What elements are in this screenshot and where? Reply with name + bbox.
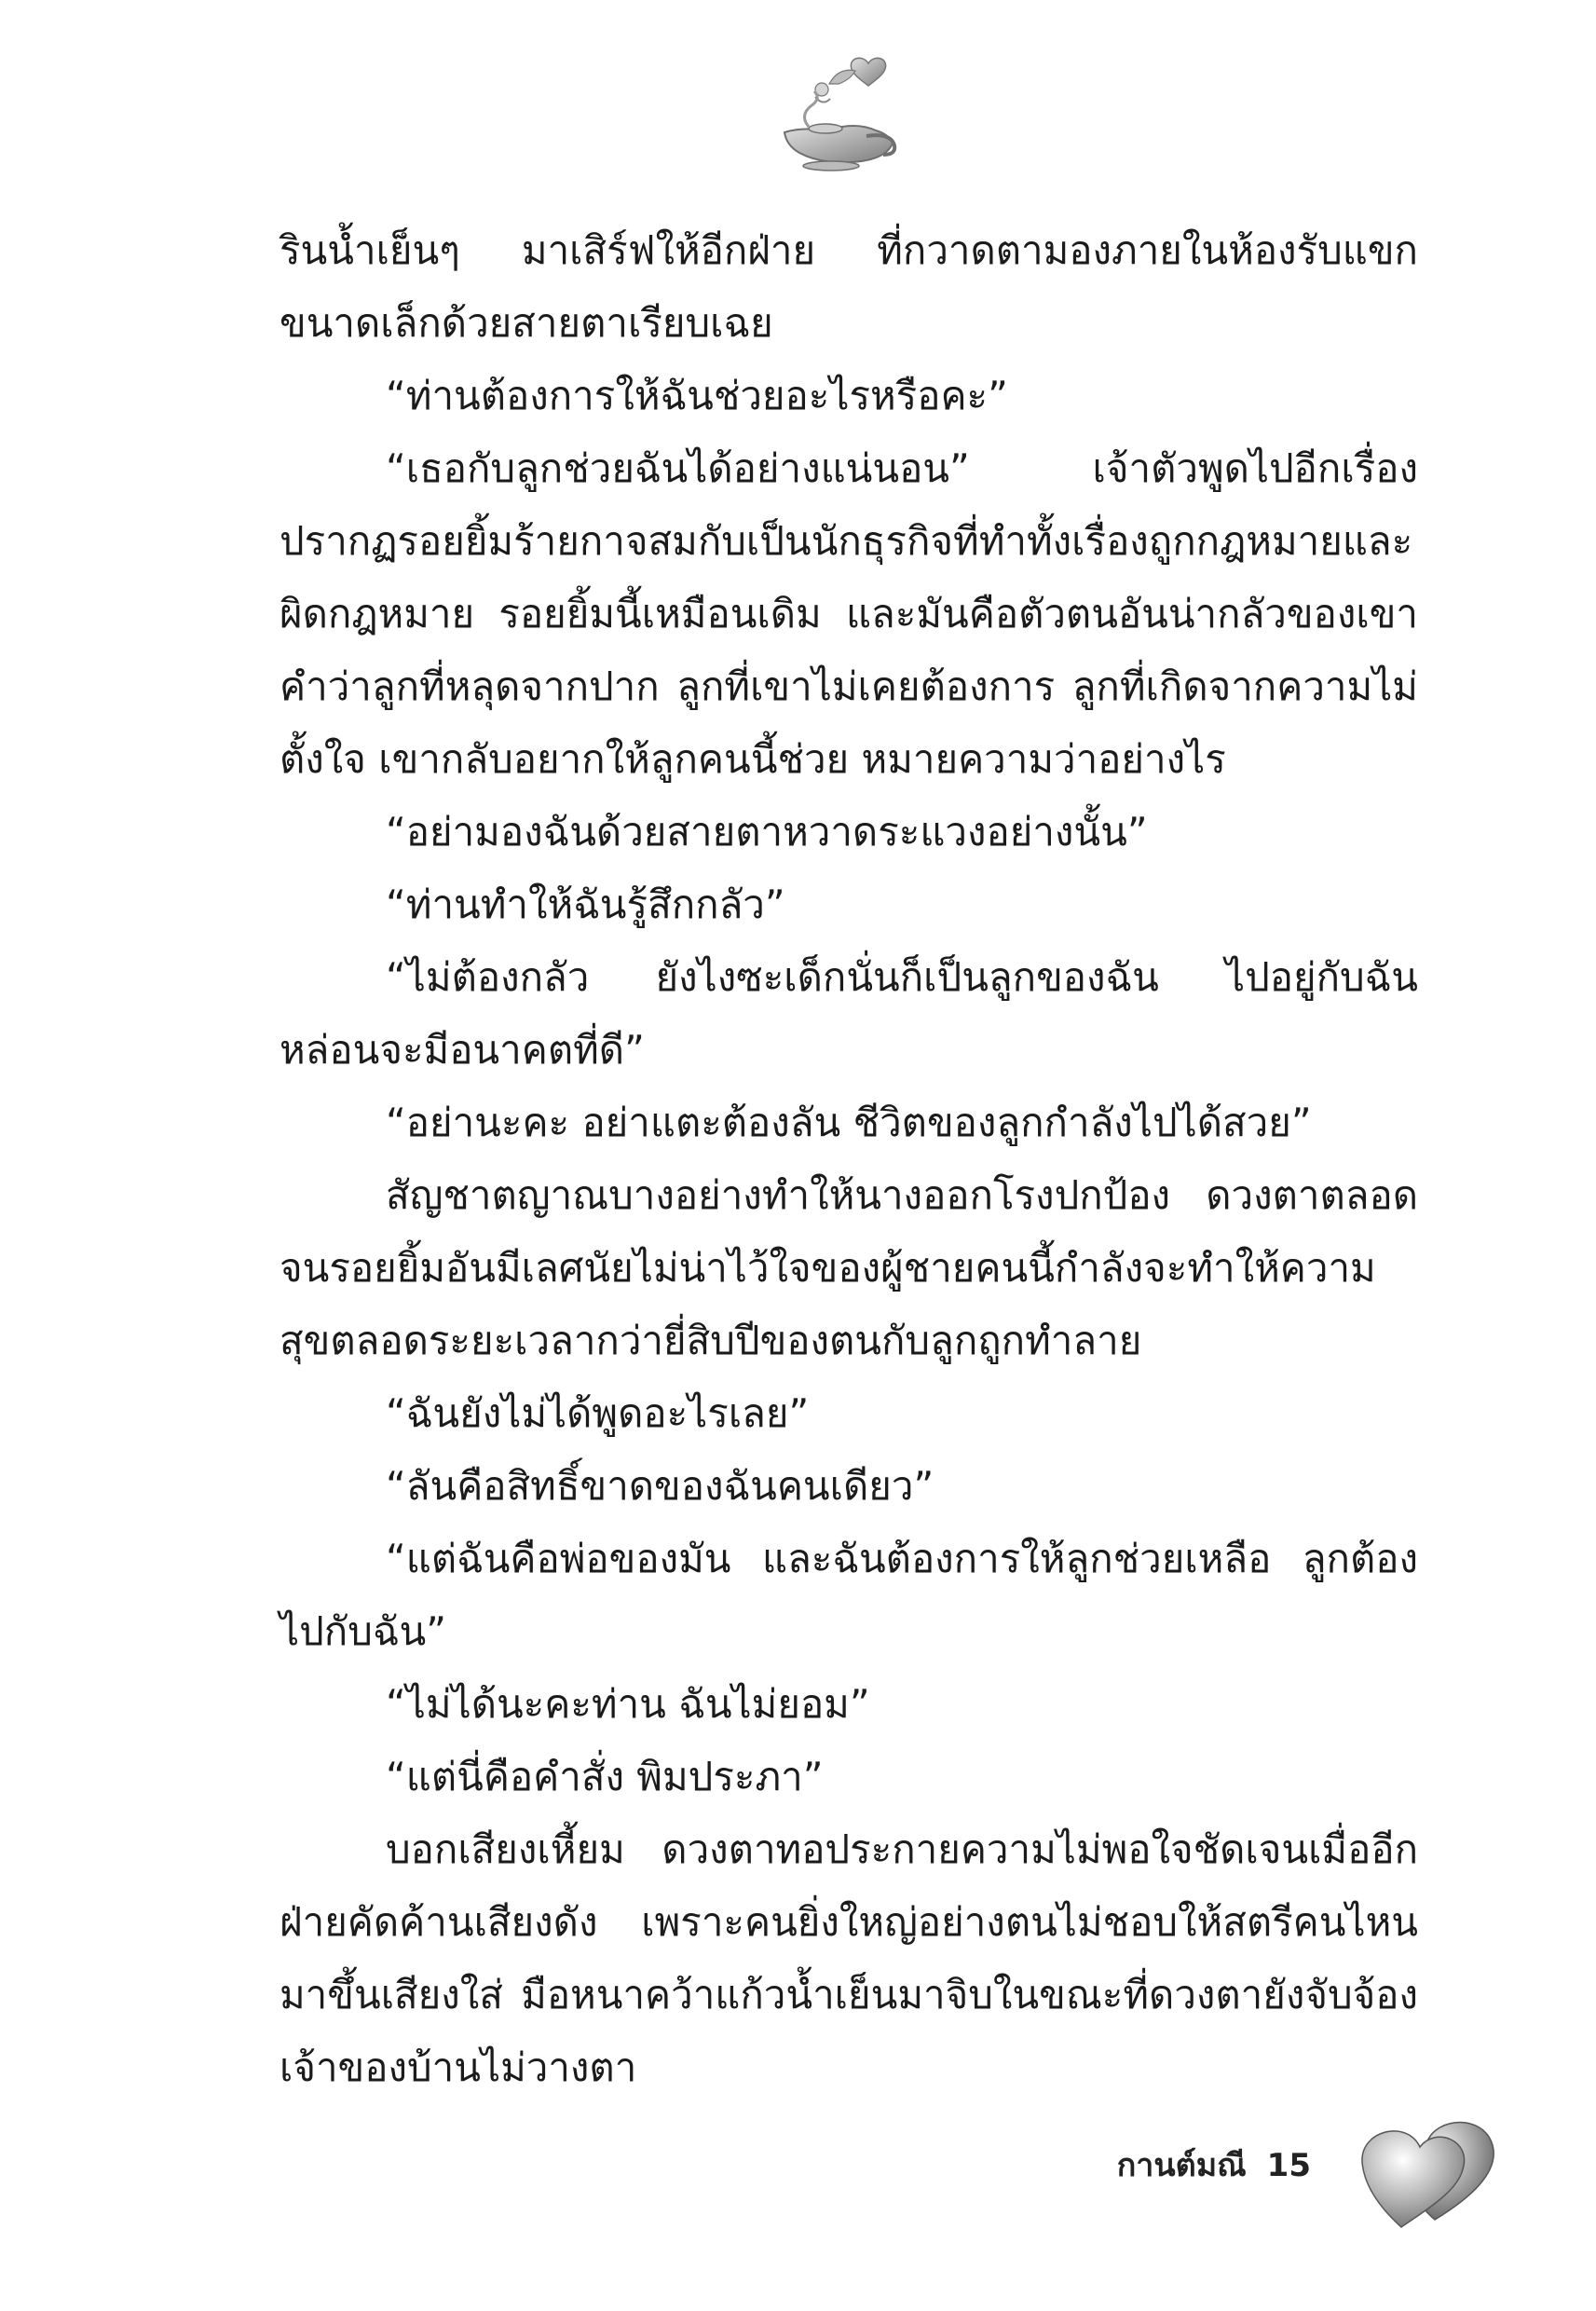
- book-title: กานต์มณี: [1116, 2147, 1247, 2184]
- genie-lamp-icon: [764, 47, 913, 177]
- paragraph: รินน้ำเย็นๆ มาเสิร์ฟให้อีกฝ่าย ที่กวาดตามองภายในห้องรับแขกขนาดเล็กด้วยสายตาเรียบเฉย: [280, 227, 1418, 346]
- hearts-icon: [1349, 2113, 1507, 2236]
- paragraph: “แต่ฉันคือพ่อของมัน และฉันต้องการให้ลูกช่วยเหลือ ลูกต้องไปกับฉัน”: [280, 1536, 1418, 1654]
- paragraph: “ลันคือสิทธิ์ขาดของฉันคนเดียว”: [386, 1463, 934, 1509]
- paragraph: “ท่านต้องการให้ฉันช่วยอะไรหรือคะ”: [386, 373, 1008, 418]
- story-body: [280, 214, 1418, 2104]
- page-number: 15: [1266, 2147, 1311, 2184]
- running-footer: [1117, 2140, 1311, 2190]
- paragraph: สัญชาตญาณบางอย่างทำให้นางออกโรงปกป้อง ดวงตาตลอดจนรอยยิ้มอันมีเลศนัยไม่น่าไว้ใจของผู้ชายคนนี้กำลังจะทำให้ความสุขตลอดระยะเวลากว่ายี่สิบปีของตนกับลูกถูกทำลาย: [280, 1172, 1418, 1363]
- paragraph: “ไม่ต้องกลัว ยังไงซะเด็กนั่นก็เป็นลูกของฉัน ไปอยู่กับฉัน หล่อนจะมีอนาคตที่ดี”: [280, 954, 1418, 1073]
- paragraph: “อย่านะคะ อย่าแตะต้องลัน ชีวิตของลูกกำลังไปได้สวย”: [386, 1100, 1312, 1145]
- paragraph: บอกเสียงเหี้ยม ดวงตาทอประกายความไม่พอใจชัดเจนเมื่ออีกฝ่ายคัดค้านเสียงดัง เพราะคนยิ่งใหญ่อย่างตนไม่ชอบให้สตรีคนไหนมาขึ้นเสียงใส่ มือหนาคว้าแก้วน้ำเย็นมาจิบในขณะที่ดวงตายังจับจ้องเจ้าของบ้านไม่วางตา: [280, 1826, 1418, 2090]
- paragraph: “แต่นี่คือคำสั่ง พิมประภา”: [386, 1754, 824, 1799]
- paragraph: “อย่ามองฉันด้วยสายตาหวาดระแวงอย่างนั้น”: [386, 809, 1148, 855]
- paragraph: “ไม่ได้นะคะท่าน ฉันไม่ยอม”: [386, 1681, 870, 1727]
- paragraph: “เธอกับลูกช่วยฉันได้อย่างแน่นอน” เจ้าตัวพูดไปอีกเรื่อง ปรากฏรอยยิ้มร้ายกาจสมกับเป็นนักธุรกิจที่ทำทั้งเรื่องถูกกฎหมายและผิดกฎหมาย รอยยิ้มนี้เหมือนเดิม และมันคือตัวตนอันน่ากลัวของเขา คำว่าลูกที่หลุดจากปาก ลูกที่เขาไม่เคยต้องการ ลูกที่เกิดจากความไม่ตั้งใจ เขากลับอยากให้ลูกคนนี้ช่วย หมายความว่าอย่างไร: [280, 445, 1418, 782]
- paragraph: “ท่านทำให้ฉันรู้สึกกลัว”: [386, 882, 785, 927]
- paragraph: “ฉันยังไม่ได้พูดอะไรเลย”: [386, 1390, 810, 1436]
